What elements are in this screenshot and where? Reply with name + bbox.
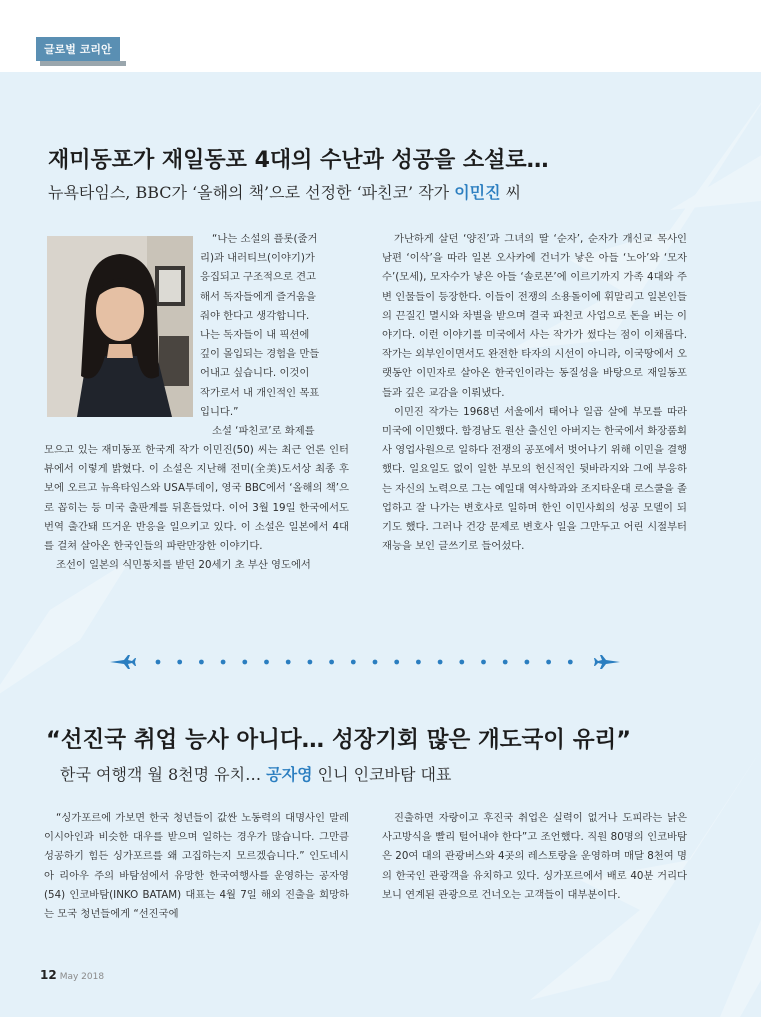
quote-line: 해서 독자들에게 즐거움을	[200, 290, 316, 303]
divider-dot	[481, 660, 486, 665]
divider-dot	[156, 660, 161, 665]
airplane-background-icon	[0, 560, 130, 700]
divider-dot	[329, 660, 334, 665]
article1-subtitle-name: 이민진	[454, 183, 501, 202]
article2-column-left	[44, 809, 349, 924]
quote-line: 작가로서 내 개인적인 목표	[200, 386, 320, 399]
paragraph: 가난하게 살던 ‘양진’과 그녀의 딸 ‘순자’, 순자가 개신교 목사인 남편 ‘이삭’을 따라 일본 오사카에 건너가 낳은 아들 ‘노아’와 ‘모자수’(모세), 모자수가 낳은 아들 ‘솔로몬’에 이르기까지 가족 4대와 주변 인물들이 등장한다. 이들이 전쟁의 소용돌이에 휘말리고 일본인들의 끈질긴 멸시와 차별을 받으며 결국 파친코 사업으로 돈을 버는 이야기다. 이런 이야기를 미국에서 사는 작가가 썼다는 점이 이채롭다. 작가는 외부인이면서도 완전한 타자의 시선이 아니라, 이국땅에서 오랫동안 이민자로 살아온 한국인이라는 동질성을 바탕으로 재일동포들과 깊은 교감을 이뤄냈다.	[382, 233, 687, 399]
author-photo	[47, 236, 193, 417]
divider-dot	[394, 660, 399, 665]
divider-dot	[546, 660, 551, 665]
divider-dot	[177, 660, 182, 665]
paragraph: 이민진 작가는 1968년 서울에서 태어나 일곱 살에 부모를 따라 미국에 이민했다. 함경남도 원산 출신인 아버지는 한국에서 화장품회사 영업사원으로 일하다 전쟁의 공포에서 벗어나기 위해 이민을 결행했다. 일요일도 없이 일한 부모의 헌신적인 뒷바라지와 그에 부응하는 자신의 노력으로 그는 예일대 역사학과와 조지타운대 로스쿨을 졸업하고 잘 나가는 변호사로 일하며 한인 이민사회의 성공 모델이 되기도 했다. 그러나 건강 문제로 변호사 일을 그만두고 어린 시절부터 재능을 보인 글쓰기로 들어섰다.	[382, 405, 687, 553]
divider-dot	[438, 660, 443, 665]
page-footer	[40, 968, 104, 982]
quote-line: “나는 소설의 플롯(줄거	[212, 233, 318, 245]
article1-column-left	[44, 441, 349, 575]
article2-column-right	[382, 809, 687, 905]
divider-dot	[525, 660, 530, 665]
quote-line: 줘야 한다고 생각합니다.	[200, 309, 310, 322]
quote-line: 소설 ‘파친코’로 화제를	[212, 425, 315, 438]
quote-line: 리)과 내러티브(이야기)가	[200, 252, 315, 265]
paragraph: 조선이 일본의 식민통치를 받던 20세기 초 부산 영도에서	[56, 559, 311, 572]
divider-dot	[351, 660, 356, 665]
paragraph: 진출하면 자랑이고 후진국 취업은 실력이 없거나 도피라는 낡은 사고방식을 빨리 털어내야 한다”고 조언했다. 직원 80명의 인코바탐은 20여 대의 관광버스와 4곳의 레스토랑을 운영하며 매달 8천여 명의 한국인 관광객을 유치하고 있다. 싱가포르에서 배로 40분 거리다 보니 연계된 관광으로 건너오는 고객들이 대부분이다.	[382, 812, 687, 901]
article1-column-right	[382, 230, 687, 556]
divider-dot	[568, 660, 573, 665]
article1-subtitle: 뉴욕타임스, BBC가 ‘올해의 책’으로 선정한 ‘파친코’ 작가 이민진 씨	[48, 183, 522, 202]
quote-line: 어내고 싶습니다. 이것이	[200, 367, 310, 380]
divider-dot	[373, 660, 378, 665]
article2-subtitle-name: 공자영	[266, 765, 313, 784]
divider-dot	[286, 660, 291, 665]
section-tag: 글로벌 코리안	[36, 37, 120, 61]
article1-title: 재미동포가 재일동포 4대의 수난과 성공을 소설로…	[48, 148, 549, 173]
paragraph: 모으고 있는 재미동포 한국계 작가 이민진(50) 씨는 최근 언론 인터뷰에서 이렇게 밝혔다. 이 소설은 지난해 전미(全美)도서상 최종 후보에 오르고 뉴욕타임스와 USA투데이, 영국 BBC에서 ‘올해의 책’으로 꼽히는 등 미국 출판계를 뒤흔들었다. 이어 3월 19일 한국에서도 번역 출간돼 뜨거운 반응을 일으키고 있다. 이 소설은 일본에서 4대를 걸쳐 살아온 한국인들의 파란만장한 이야기다.	[44, 444, 349, 553]
divider-dot	[459, 660, 464, 665]
divider-dot	[221, 660, 226, 665]
divider-dot	[199, 660, 204, 665]
divider-dot	[242, 660, 247, 665]
paragraph: “싱가포르에 가보면 한국 청년들이 값싼 노동력의 대명사인 말레이시아인과 비슷한 대우를 받으며 일하는 경우가 많습니다. 그만큼 성공하기 힘든 싱가포르를 왜 고집하는지 모르겠습니다.” 인도네시아 리아우 주의 바탐섬에서 유망한 한국여행사를 운영하는 공자영(54) 인코바탐(INKO BATAM) 대표는 4월 7일 해외 진출을 희망하는 모국 청년들에게 “선진국에	[44, 812, 349, 921]
quote-line: 나는 독자들이 내 픽션에	[200, 329, 310, 342]
divider-dot	[264, 660, 269, 665]
article2-subtitle: 한국 여행객 월 8천명 유치… 공자영 인니 인코바탐 대표	[60, 765, 452, 784]
quote-line: 깊이 몰입되는 경험을 만들	[200, 348, 320, 361]
divider-dot	[308, 660, 313, 665]
quote-line: 입니다.”	[200, 405, 239, 418]
article1-pull-quote	[200, 230, 350, 441]
page-number: 12	[40, 968, 57, 982]
dotted-divider	[110, 654, 620, 670]
article2-title: “선진국 취업 능사 아니다… 성장기회 많은 개도국이 유리”	[46, 727, 632, 753]
divider-dot	[503, 660, 508, 665]
issue-date: May 2018	[59, 972, 105, 982]
quote-line: 응집되고 구조적으로 견고	[200, 271, 316, 284]
divider-dot	[416, 660, 421, 665]
